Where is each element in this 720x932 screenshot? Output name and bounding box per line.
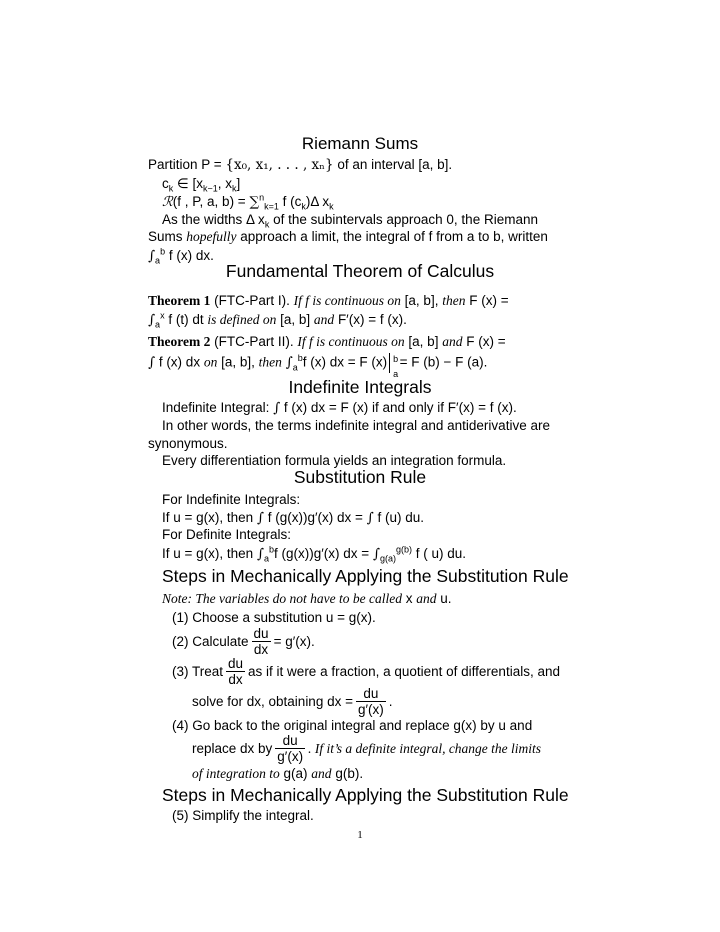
step-3-line-2: solve for dx, obtaining dx = $\frac{du}{g'(x)}$ . (192, 686, 393, 718)
theorem-1-line-1: Theorem 1 (FTC-Part I). If f is continuous on [a, b], then F (x) = (148, 293, 509, 308)
for-definite-integrals: For Definite Integrals: (162, 527, 292, 542)
step-3-line-1: (3) Treat $\frac{du}{dx}$ as if it were a fraction, a quotient of differentials, and (172, 656, 560, 688)
heading-riemann-sums: Riemann Sums (301, 134, 419, 153)
sums-line: Sums hopefully approach a limit, the integral of f from a to b, written (148, 229, 548, 244)
indefinite-definition: Indefinite Integral: ∫ f (x) dx = F (x) if and only if F′(x) = f (x). (162, 400, 517, 416)
du-over-gprime-fraction: $\frac{du}{g'(x)}$ (277, 733, 304, 765)
riemann-sum-formula: ℛ(f , P, a, b) = ∑$^n_{k=1}$ f $(c_k)\Delta$ $x_k$ (162, 192, 334, 212)
du-over-gprime-fraction: $\frac{du}{g'(x)}$ (357, 686, 384, 718)
indefinite-substitution-formula: If u = g(x), then ∫ f (g(x))g′(x) dx = ∫ f (u) du. (162, 510, 424, 526)
step-4-line-1: (4) Go back to the original integral and replace g(x) by u and (172, 718, 533, 733)
du-dx-fraction: $\frac{du}{dx}$ (228, 656, 244, 688)
heading-substitution-rule: Substitution Rule (293, 467, 427, 487)
definite-substitution-formula: If u = g(x), then $\int_a^bf$ (g(x))g′(x) dx = $\int_{g(a)}^{g(b)}$ f ( u) du. (162, 544, 467, 564)
for-indefinite-integrals: For Indefinite Integrals: (162, 492, 301, 507)
widths-line: As the widths Δ $x_k$ of the subintervals approach 0, the Riemann (162, 212, 538, 230)
steps-note: Note: The variables do not have to be called x and u. (162, 591, 452, 606)
integral-written-line: $\int_a^b$ f (x) dx. (148, 246, 214, 266)
du-dx-fraction: $\frac{du}{dx}$ (253, 626, 269, 658)
heading-indefinite-integrals: Indefinite Integrals (288, 377, 432, 397)
theorem-2-line-2: ∫ f (x) dx on [a, b], then $\int_a^bf$ (x) dx = F (x) b a = F (b) − F (a). (148, 353, 488, 379)
step-2: (2) Calculate $\frac{du}{dx}$ = g′(x). (172, 626, 315, 658)
theorem-2-line-1: Theorem 2 (FTC-Part II). If f is continuous on [a, b] and F (x) = (148, 334, 506, 349)
heading-ftc: Fundamental Theorem of Calculus (225, 261, 495, 281)
indefinite-other-words: In other words, the terms indefinite integral and antiderivative are (162, 418, 550, 433)
indefinite-synonymous: synonymous. (148, 436, 228, 451)
step-4-line-3: of integration to g(a) and g(b). (192, 766, 364, 781)
heading-steps-continued: Steps in Mechanically Applying the Substitution Rule (162, 785, 569, 805)
theorem-1-line-2: $\int_a^x$ f (t) dt is defined on [a, b] and F′(x) = f (x). (148, 310, 407, 330)
step-1: (1) Choose a substitution u = g(x). (172, 610, 376, 625)
page-number: 1 (357, 829, 363, 841)
indefinite-every-formula: Every differentiation formula yields an integration formula. (162, 453, 507, 468)
heading-steps: Steps in Mechanically Applying the Substitution Rule (162, 566, 569, 586)
ck-line: $c_k$ ∈ [$x_{k-1}$, $x_k$] (162, 176, 241, 194)
step-4-line-2: replace dx by $\frac{du}{g'(x)}$ . If it’s a definite integral, change the limits (192, 733, 542, 765)
step-5: (5) Simplify the integral. (172, 808, 314, 823)
partition-line: Partition P = {x₀, x₁, . . . , xₙ} of an interval [a, b]. (148, 157, 453, 173)
